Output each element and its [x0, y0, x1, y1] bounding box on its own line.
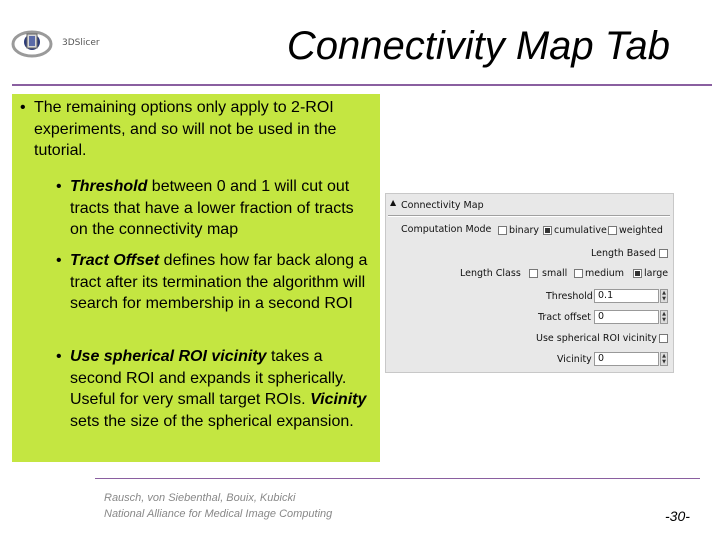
- bullet-intro: [20, 97, 374, 162]
- cumulative-checkbox[interactable]: [543, 226, 552, 235]
- threshold-term-text: Threshold: [70, 178, 148, 195]
- bullet-dot: •: [56, 178, 62, 195]
- connectivity-map-header-label: Connectivity Map: [401, 200, 484, 211]
- bullet-tract-offset: [56, 250, 375, 315]
- spin-down-icon[interactable]: ▼: [662, 359, 666, 365]
- slicer-logo-icon: [10, 26, 54, 62]
- cumulative-option-label: cumulative: [554, 225, 607, 236]
- bullet-dot: •: [56, 348, 62, 365]
- bullet-intro-text: The remaining options only apply to 2-ROI experiments, and so will not be used in the tutorial.: [34, 99, 337, 159]
- slide-title: Connectivity Map Tab: [286, 24, 670, 68]
- binary-checkbox[interactable]: [498, 226, 507, 235]
- spherical-description: takes a second ROI and expands it spherically. Useful for very small target ROIs.: [70, 348, 347, 408]
- footer-authors: Rausch, von Siebenthal, Bouix, Kubicki: [104, 492, 296, 504]
- threshold-description: between 0 and 1 will cut out tracts that have a lower fraction of tracts on the connectivity map: [70, 178, 354, 238]
- tract-offset-spinner[interactable]: [660, 310, 668, 324]
- weighted-option-label: weighted: [619, 225, 663, 236]
- footer-organization: National Alliance for Medical Image Computing: [104, 508, 333, 520]
- slicer-logo: [10, 26, 120, 62]
- small-checkbox[interactable]: [529, 269, 538, 278]
- spin-down-icon[interactable]: ▼: [662, 317, 666, 323]
- footer-divider: [95, 478, 700, 479]
- threshold-label: Threshold: [546, 291, 593, 302]
- bullet-dot: •: [20, 99, 26, 116]
- connectivity-map-panel: [385, 193, 674, 373]
- title-divider: [12, 84, 712, 86]
- offset-term: Tract Offset: [70, 252, 160, 269]
- tract-offset-label: Tract offset: [538, 312, 591, 323]
- threshold-input[interactable]: 0.1: [594, 289, 659, 303]
- spherical-vicinity-label: Use spherical ROI vicinity: [536, 333, 657, 344]
- small-option-label: small: [542, 268, 568, 279]
- vicinity-description: sets the size of the spherical expansion.: [70, 412, 354, 430]
- spin-up-icon[interactable]: ▲: [662, 290, 666, 296]
- binary-option-label: binary: [509, 225, 540, 236]
- medium-option-label: medium: [585, 268, 625, 279]
- vicinity-input[interactable]: 0: [594, 352, 659, 366]
- header-divider: [388, 215, 670, 217]
- spherical-term: Use spherical ROI vicinity: [70, 348, 267, 365]
- large-option-label: large: [644, 268, 669, 279]
- collapse-caret-icon[interactable]: ▲: [390, 198, 397, 207]
- offset-description: defines how far back along a tract after its termination the algorithm will search for membership in a second ROI: [70, 252, 368, 312]
- bullet-threshold: [56, 176, 375, 241]
- tract-offset-input[interactable]: 0: [594, 310, 659, 324]
- computation-mode-label: Computation Mode: [401, 224, 492, 235]
- threshold-term: [70, 178, 147, 195]
- medium-checkbox[interactable]: [574, 269, 583, 278]
- length-based-label: Length Based: [591, 248, 656, 259]
- length-based-checkbox[interactable]: [659, 249, 668, 258]
- vicinity-spinner[interactable]: [660, 352, 668, 366]
- vicinity-term: Vicinity: [310, 391, 367, 408]
- footer-credits: [104, 490, 332, 522]
- weighted-checkbox[interactable]: [608, 226, 617, 235]
- spin-up-icon[interactable]: ▲: [662, 353, 666, 359]
- vicinity-label: Vicinity: [557, 354, 592, 365]
- logo-text: 3DSlicer: [62, 38, 100, 48]
- bullet-spherical: [56, 346, 375, 432]
- page-number: -30-: [665, 508, 690, 524]
- large-checkbox[interactable]: [633, 269, 642, 278]
- threshold-spinner[interactable]: [660, 289, 668, 303]
- spin-down-icon[interactable]: ▼: [662, 296, 666, 302]
- spin-up-icon[interactable]: ▲: [662, 311, 666, 317]
- spherical-vicinity-checkbox[interactable]: [659, 334, 668, 343]
- bullet-dot: •: [56, 252, 62, 269]
- length-class-label: Length Class: [460, 268, 521, 279]
- connectivity-map-header[interactable]: [386, 198, 673, 212]
